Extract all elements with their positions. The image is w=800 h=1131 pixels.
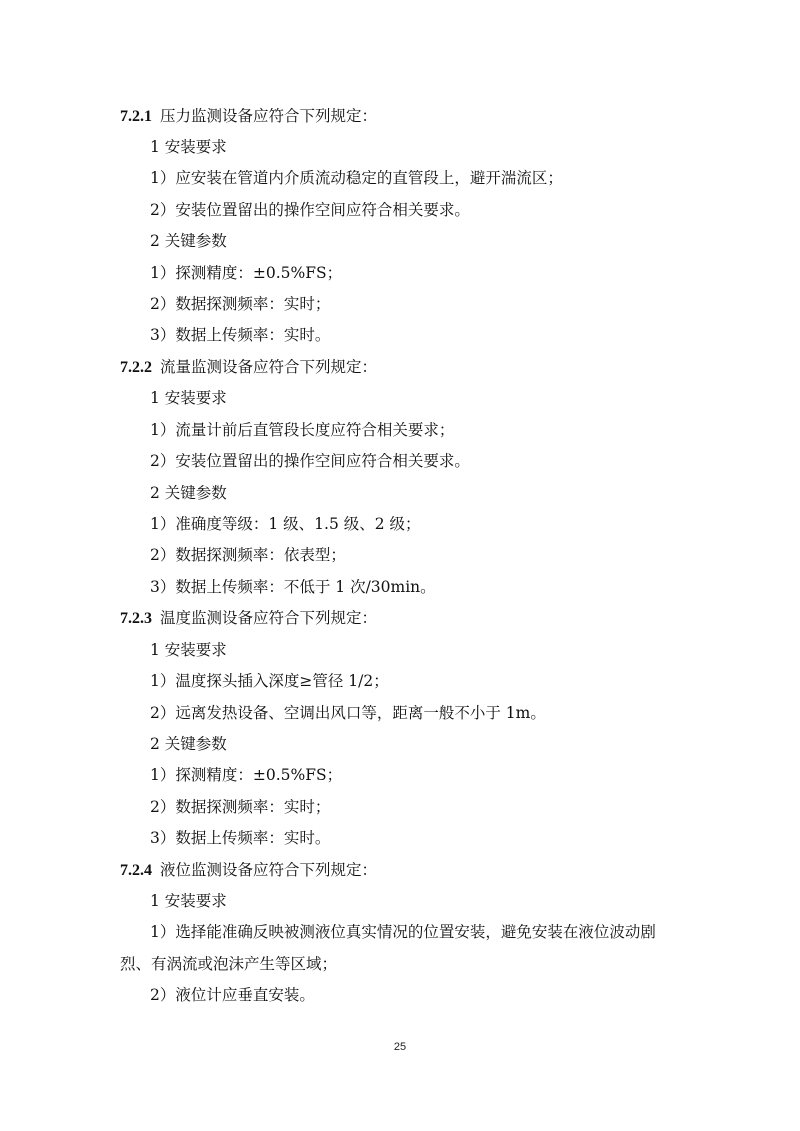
section-number: 7.2.4 — [120, 862, 152, 879]
install-item: 2）安装位置留出的操作空间应符合相关要求。 — [150, 201, 470, 219]
install-item: 2）远离发热设备、空调出风口等，距离一般不小于 1m。 — [150, 704, 546, 722]
section-heading-7-2-1 — [120, 106, 377, 127]
params-item: 1）探测精度：±0.5%FS； — [150, 264, 343, 282]
install-heading: 1 安装要求 — [150, 389, 227, 407]
section-title: 流量监测设备应符合下列规定： — [160, 358, 378, 376]
section-heading-7-2-3 — [120, 608, 377, 629]
params-item: 3）数据上传频率：不低于 1 次/30min。 — [150, 578, 436, 596]
install-item-continuation: 烈、有涡流或泡沫产生等区域； — [120, 955, 338, 973]
page-number: 25 — [393, 1041, 407, 1053]
install-heading: 1 安装要求 — [150, 892, 227, 910]
params-heading: 2 关键参数 — [150, 735, 227, 753]
section-title: 压力监测设备应符合下列规定： — [160, 107, 378, 125]
install-item: 1）流量计前后直管段长度应符合相关要求； — [150, 421, 455, 439]
params-item: 2）数据探测频率：实时； — [150, 295, 331, 313]
install-heading: 1 安装要求 — [150, 138, 227, 156]
section-number: 7.2.2 — [120, 359, 152, 376]
install-item: 1）温度探头插入深度≥管径 1/2； — [150, 672, 389, 690]
section-heading-7-2-2 — [120, 357, 377, 378]
install-item: 2）安装位置留出的操作空间应符合相关要求。 — [150, 452, 470, 470]
section-number: 7.2.1 — [120, 108, 152, 125]
section-title: 液位监测设备应符合下列规定： — [160, 861, 378, 879]
install-item: 1）应安装在管道内介质流动稳定的直管段上，避开湍流区； — [150, 169, 563, 187]
install-item: 2）液位计应垂直安装。 — [150, 986, 315, 1004]
section-number: 7.2.3 — [120, 610, 152, 627]
params-item: 3）数据上传频率：实时。 — [150, 326, 331, 344]
section-title: 温度监测设备应符合下列规定： — [160, 609, 378, 627]
params-item: 1）准确度等级：1 级、1.5 级、2 级； — [150, 515, 421, 533]
params-heading: 2 关键参数 — [150, 484, 227, 502]
section-heading-7-2-4 — [120, 860, 377, 881]
params-item: 2）数据探测频率：依表型； — [150, 546, 346, 564]
params-item: 1）探测精度：±0.5%FS； — [150, 766, 343, 784]
install-heading: 1 安装要求 — [150, 641, 227, 659]
params-item: 3）数据上传频率：实时。 — [150, 829, 331, 847]
params-item: 2）数据探测频率：实时； — [150, 798, 331, 816]
install-item-line: 1）选择能准确反映被测液位真实情况的位置安装，避免安装在液位波动剧 — [150, 923, 656, 941]
params-heading: 2 关键参数 — [150, 232, 227, 250]
